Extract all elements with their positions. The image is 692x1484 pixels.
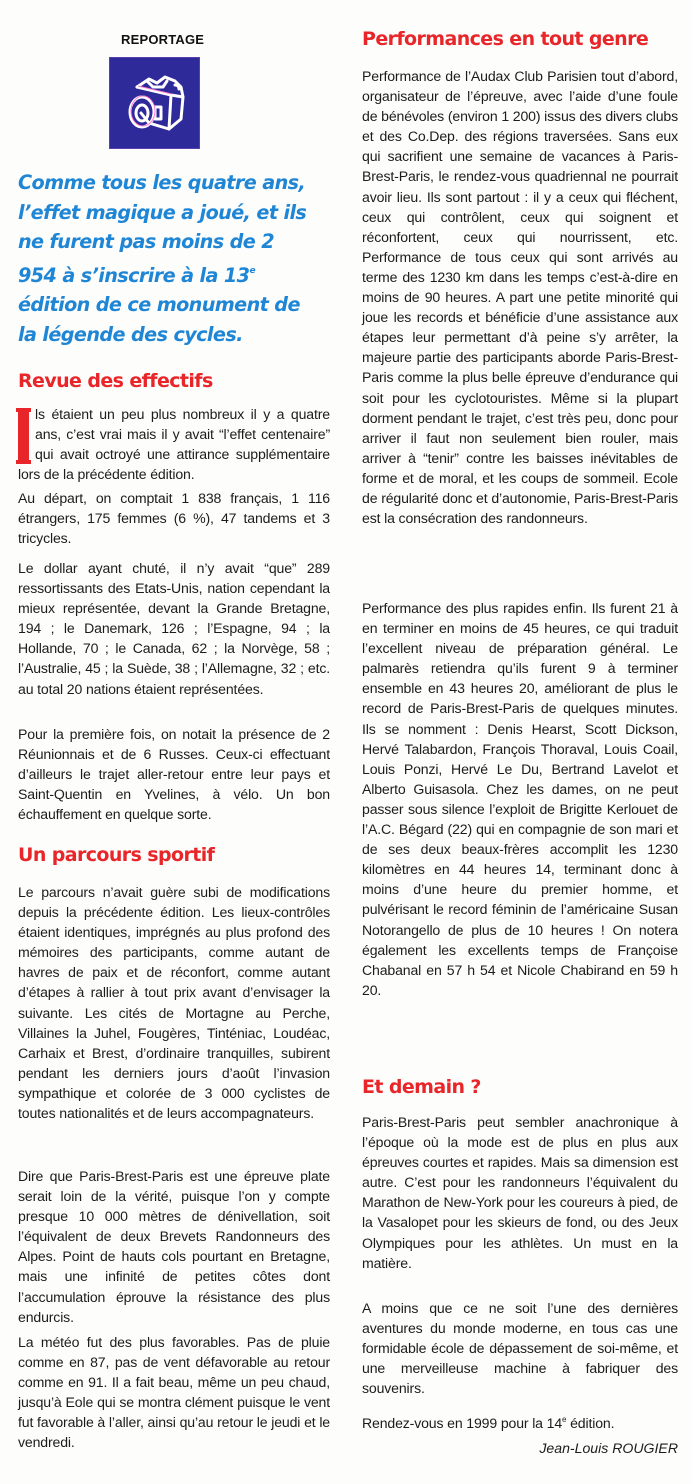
lead-superscript: e — [249, 265, 255, 276]
demain-p3-text-end: édition. — [566, 1415, 615, 1431]
lead-paragraph — [18, 168, 318, 349]
lead-text-part1: Comme tous les quatre ans, l’effet magique a joué, et ils ne furent pas moins de 2 954 à s’inscrire à la 13 — [18, 171, 307, 287]
performances-paragraph-2: Performance des plus rapides enfin. Ils furent 21 à en terminer en moins de 45 heures, ce qui traduit l’excellent niveau de préparation général. Le palmarès retiendra qu’ils furent 9 à terminer ensemble en 43 heures 20, améliorant de plus le record de Paris-Brest-Paris de quelques minutes. Ils se nomment : Denis Hearst, Scott Dickson, Hervé Talabardon, François Thoraval, Louis Coail, Louis Ponzi, Hervé Le Du, Bertrand Lavelot et Alberto Guisasola. Chez les dames, on ne peut passer sous silence l’exploit de Brigitte Kerlouet de l’A.C. Bégard (22) qui en compagnie de son mari et de ses deux beaux-frères accomplit les 1230 kilomètres en 44 heures 14, terminant donc à moins d’une heure du premier homme, et pulvérisant le record féminin de l’américaine Susan Notorangello de plus de 10 heures ! On notera également les excellents temps de Françoise Chabanal en 57 h 54 et Nicole Chabirand en 59 h 20. — [362, 600, 678, 998]
parcours-paragraph-1: Le parcours n’avait guère subi de modifications depuis la précédente édition. Les lieux-contrôles étaient identiques, imprégnés au plus profond des mémoires des participants, comme autant de havres de paix et de réconfort, comme autant d’étapes à rallier à tout prix avant d’envisager la suivante. Les cités de Mortagne au Perche, Villaines la Juhel, Fougères, Tinténiac, Loudéac, Carhaix et Brest, d’ordinaire tranquilles, subirent pendant les derniers jours d’août l’invasion sympathique et colorée de 3 000 cyclistes de toutes nationalités et de leurs accompagnateurs. — [18, 884, 330, 1122]
author-signature: Jean-Louis ROUGIER — [539, 1440, 678, 1456]
revue-p1-text: ls étaient un peu plus nombreux il y a quatre ans, c’est vrai mais il y avait “l’effet centenaire” qui avait octroyé une attirance supplémentaire lors de la précédente édition. — [18, 406, 330, 483]
heading-parcours: Un parcours sportif — [18, 844, 215, 866]
demain-p3-superscript: e — [562, 1415, 567, 1424]
demain-p3-text: Rendez-vous en 1999 pour la 14 — [362, 1415, 563, 1431]
demain-paragraph-2: A moins que ce ne soit l’une des dernières aventures du monde moderne, en tous cas une formidable école de dépassement de soi-même, et une merveilleuse machine à fabriquer des souvenirs. — [362, 1300, 678, 1397]
revue-paragraph-2: Au départ, on comptait 1 838 français, 1 116 étrangers, 175 femmes (6 %), 47 tandems et 3 tricycles. — [18, 490, 330, 547]
section-rubric: REPORTAGE — [121, 32, 205, 47]
demain-paragraph-3 — [362, 1410, 678, 1433]
lead-text-part2: édition de ce monument de la légende des cycles. — [18, 293, 300, 346]
dropcap-letter — [18, 408, 29, 464]
parcours-paragraph-3: La météo fut des plus favorables. Pas de pluie comme en 87, pas de vent défavorable au retour comme en 91. Il a fait beau, même un peu chaud, jusqu’à Eole qui se montra clément puisque le vent fut favorable à l’aller, ainsi qu’au retour le jeudi et le vendredi. — [18, 1334, 330, 1451]
revue-paragraph-3: Le dollar ayant chuté, il n’y avait “que” 289 ressortissants des Etats-Unis, nation cependant la mieux représentée, devant la Grande Bretagne, 194 ; le Danemark, 126 ; l’Espagne, 94 ; la Hollande, 70 ; le Canada, 62 ; la Norvège, 58 ; l’Australie, 45 ; la Suède, 38 ; l’Allemagne, 32 ; etc. au total 20 nations étaient représentées. — [18, 560, 330, 697]
parcours-paragraph-2: Dire que Paris-Brest-Paris est une épreuve plate serait loin de la vérité, puisque l’on y compte presque 10 000 mètres de dénivellation, soit l’équivalent de deux Brevets Randonneurs des Alpes. Point de hauts cols pourtant en Bretagne, mais une infinité de petites côtes dont l’accumulation éprouve la résistance des plus endurcis. — [18, 1168, 330, 1325]
revue-paragraph-4: Pour la première fois, on notait la présence de 2 Réunionnais et de 6 Russes. Ceux-ci effectuant d’ailleurs le trajet aller-retour entre leur pays et Saint-Quentin en Yvelines, à vélo. Un bon échauffement en quelque sorte. — [18, 726, 330, 823]
camera-icon — [109, 57, 200, 149]
heading-performances: Performances en tout genre — [362, 28, 649, 50]
camera-icon-graphic — [109, 57, 200, 149]
heading-demain: Et demain ? — [362, 1076, 481, 1098]
demain-paragraph-1: Paris-Brest-Paris peut sembler anachronique à l’époque où la mode est de plus en plus aux épreuves courtes et rapides. Mais sa dimension est autre. C’est pour les randonneurs l’équivalent du Marathon de New-York pour les coureurs à pied, de la Vasalopet pour les skieurs de fond, ou des Jeux Olympiques pour les athlètes. Un must en la matière. — [362, 1114, 678, 1271]
performances-paragraph-1: Performance de l’Audax Club Parisien tout d’abord, organisateur de l’épreuve, avec l’aide d’une foule de bénévoles (environ 1 200) issus des divers clubs et des Co.Dep. des régions traversées. Sans eux qui sacrifient une semaine de vacances à Paris-Brest-Paris, le rendez-vous quadriennal ne pourrait avoir lieu. Ils sont partout : il y a ceux qui fléchent, ceux qui contrôlent, ceux qui soignent et réconfortent, ceux qui nourrissent, etc. Performance de tous ceux qui sont arrivés au terme des 1230 km dans les temps c’est-à-dire en moins de 90 heures. A part une petite minorité qui joue les records et bénéficie d’une assistance aux étapes leur permettant d’à peine s’y arrêter, la majeure partie des participants aborde Paris-Brest-Paris comme la plus belle épreuve d’endurance qui soit pour les cyclotouristes. Même si la plupart dorment pendant le trajet, c’est très peu, donc pour arriver il faut non seulement bien rouler, mais arriver à “tenir” contre les baisses inévitables de forme et de moral, et les coups de sommeil. Ecole de régularité donc et d’autonomie, Paris-Brest-Paris est la consécration des randonneurs. — [362, 68, 678, 527]
revue-paragraph-1 — [18, 404, 330, 484]
heading-revue: Revue des effectifs — [18, 370, 213, 392]
